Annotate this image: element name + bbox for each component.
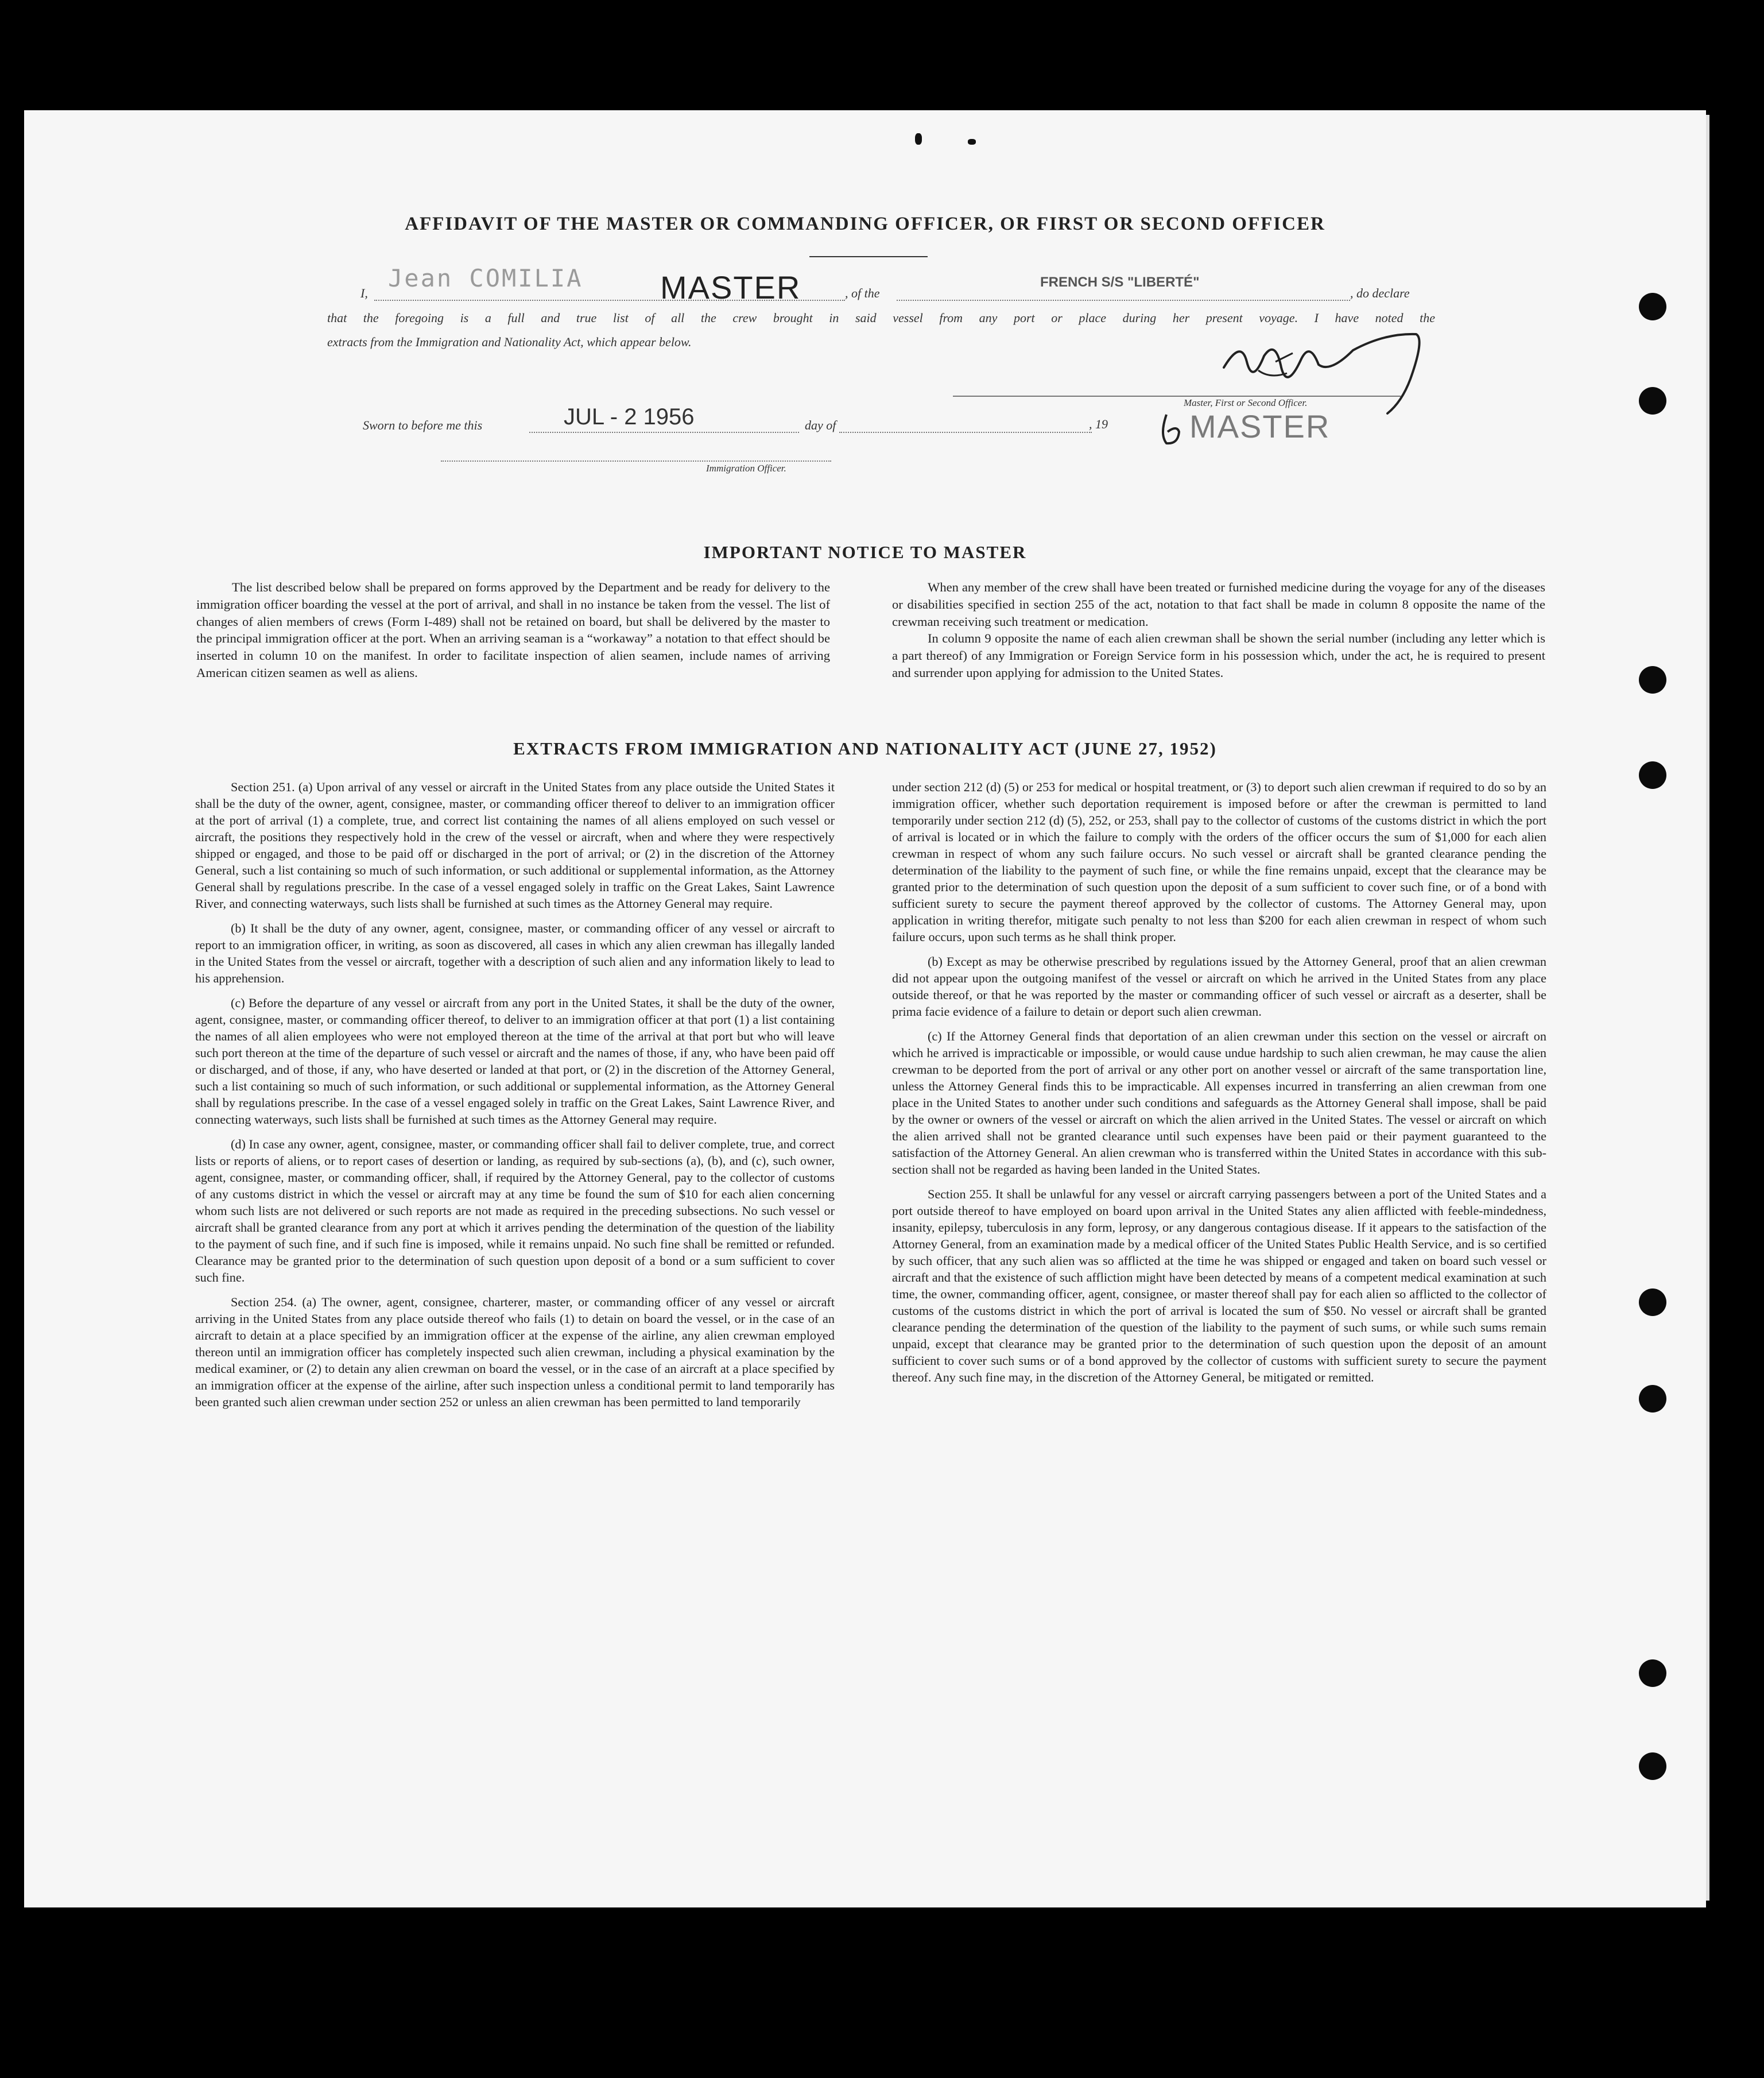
ink-mark: [915, 133, 922, 145]
ink-mark: [968, 139, 976, 145]
section-254b: (b) Except as may be otherwise prescribed by regulations issued by the Attorney General, proof that an alien crewman did not appear upon the outgoing manifest of the vessel or aircraft on which he arrived in the United States from any place outside thereof, or that he was reported by the master or commanding officer of such vessel or aircraft as a deserter, shall be prima facie evidence of a failure to detain or deport such alien crewman.: [892, 954, 1546, 1019]
initial-mark: [1155, 409, 1195, 449]
binder-hole: [1639, 1659, 1666, 1687]
section-251d: (d) In case any owner, agent, consignee, master, or commanding officer shall fail to deliver complete, true, and correct lists or reports of aliens, or to report cases of desertion or landing, as required by sub-sections (a), (b), and (c), such owner, agent, consignee, master, or commanding officer, shall, if required by the Attorney General, pay to the collector of customs of any customs district in which the vessel or aircraft may at any time be found the sum of $10 for each alien concerning whom such lists are not delivered or such reports are not made as required in the preceding subsections. No such vessel or aircraft shall be granted clearance from any port at which it arrives pending the determination of the question of the liability to the payment of such fine, and if such fine is imposed, while it remains unpaid. No such fine shall be remitted or refunded. Clearance may be granted prior to the determination of such question upon deposit of a bond or a sum sufficient to cover such fine.: [195, 1137, 835, 1284]
extracts-left-column: [195, 779, 835, 1418]
ship-name: FRENCH S/S "LIBERTÉ": [1040, 274, 1200, 290]
section-251c: (c) Before the departure of any vessel or aircraft from any port in the United States, it shall be the duty of the owner, agent, consignee, master, or commanding officer thereof, to deliver to an immigration officer at that port (1) a list containing the names of all alien employees who were not employed thereon at the time of the arrival at that port but who will leave such port thereon at the time of the departure of such vessel or aircraft and the names of those, if any, who have been paid off or discharged, and of those, if any, who have deserted or landed at that port, or (2) in the discretion of the Attorney General, such a list containing so much of such information, or such additional or supplemental information, as the Attorney General shall by regulations prescribe. In the case of a vessel engaged solely in traffic on the Great Lakes, Saint Lawrence River, and connecting waterways, such lists shall be furnished at such times as the Attorney General may require.: [195, 996, 835, 1127]
binder-hole: [1639, 1752, 1666, 1780]
title-rule: [809, 256, 928, 257]
officer-stamp: MASTER: [1189, 408, 1331, 444]
binder-hole: [1639, 1385, 1666, 1413]
binder-hole: [1639, 293, 1666, 320]
i-label: I,: [360, 286, 368, 300]
stamped-name: Jean COMILIA: [388, 264, 583, 292]
section-254a-continued: under section 212 (d) (5) or 253 for medical or hospital treatment, or (3) to deport such alien crewman if required to do so by an immigration officer, whether such deportation requirement is imposed before or after the crewman is permitted to land temporarily under section 212 (d) (5), 252, or 253, shall pay to the collector of customs of the customs district in which the port of arrival is located or in which the failure to comply with the orders of the officer occurs the sum of $1,000 for each alien crewman in respect of whom any such failure occurs. No such vessel or aircraft shall be granted clearance pending the determination of the liability to the payment of such fine, or while the fine remains unpaid, except that the clearance may be granted prior to the determination of such question upon the deposit of a sum sufficient to cover such fine, or of a bond with sufficient surety to secure the payment thereof approved by the collector of customs. The Attorney General may, upon application in writing therefor, mitigate such penalty to not less than $200 for each alien crewman in respect of whom such failure occurs, upon such terms as he shall think proper.: [892, 780, 1546, 944]
binder-hole: [1639, 1288, 1666, 1316]
affidavit-line-2: that the foregoing is a full and true list of all the crew brought in said vessel from any port or place during her present voyage. I have noted the: [327, 311, 1435, 325]
notice-left: [196, 579, 830, 690]
do-declare: , do declare: [1350, 286, 1410, 300]
notice-right-text-1: When any member of the crew shall have been treated or furnished medicine during the voyage for any of the diseases or disabilities specified in section 255 of the act, notation to that fact shall be made in column 8 opposite the name of the crewman receiving such treatment or medication.: [892, 580, 1545, 629]
extracts-title: EXTRACTS FROM IMMIGRATION AND NATIONALITY ACT (JUNE 27, 1952): [513, 738, 1217, 759]
section-251b: (b) It shall be the duty of any owner, agent, consignee, master, or commanding officer of any vessel or aircraft to report to an immigration officer, in writing, as soon as discovered, all cases in which any alien crewman has illegally landed in the United States from the vessel or aircraft, together with a description of such alien and any information likely to lead to his apprehension.: [195, 921, 835, 985]
binder-hole: [1639, 387, 1666, 415]
sworn-label: Sworn to before me this: [363, 418, 483, 432]
affidavit-title: AFFIDAVIT OF THE MASTER OR COMMANDING OFFICER, OR FIRST OR SECOND OFFICER: [405, 214, 1325, 234]
binder-hole: [1639, 666, 1666, 694]
notice-right-text-2: In column 9 opposite the name of each alien crewman shall be shown the serial number (including any letter which is a part thereof) of any Immigration or Foreign Service form in his possession which, under the act, he is required to present and surrender upon applying for admission to the United States.: [892, 631, 1545, 680]
year-prefix: , 19: [1089, 417, 1108, 431]
ship-line: [897, 300, 1350, 301]
month-line: [839, 432, 1092, 433]
of-the-label: , of the: [845, 286, 880, 300]
signature-line: [953, 396, 1401, 397]
sworn-date: JUL - 2 1956: [564, 404, 695, 429]
section-254c: (c) If the Attorney General finds that deportation of an alien crewman under this section on the vessel or aircraft on which he arrived is impracticable or impossible, or would cause undue hardship to such alien crewman, he may cause the alien crewman to be deported from the port of arrival or any other port on another vessel or aircraft of the same transportation line, unless the Attorney General finds this to be impracticable. All expenses incurred in transferring an alien crewman from one place in the United States to another under such conditions and safeguards as the Attorney General shall impose, shall be paid by the owner or owners of the vessel or aircraft on which the alien arrived in the United States. The vessel or aircraft on which the alien arrived shall not be granted clearance until such expenses have been paid or their payment guaranteed to the satisfaction of the Attorney General. An alien crewman who is transferred within the United States in accordance with this sub-section shall not be regarded as having been landed in the United States.: [892, 1029, 1546, 1177]
section-255: Section 255. It shall be unlawful for any vessel or aircraft carrying passengers between a port of the United States and a port outside thereof to have employed on board upon arrival in the United States any alien afflicted with feeble-mindedness, insanity, epilepsy, tuberculosis in any form, leprosy, or any dangerous contagious disease. If it appears to the satisfaction of the Attorney General, from an examination made by a medical officer of the United States Public Health Service, and is so certified by such officer, that any such alien was so afflicted at the time he was shipped or engaged and taken on board such vessel or aircraft and that the existence of such affliction might have been detected by means of a competent medical examination at such time, the owner, commanding officer, agent, consignee, or master thereof shall pay for each alien so afflicted to the collector of customs of the customs district in which the port of arrival is located the sum of $50. No vessel or aircraft shall be granted clearance pending the determination of the question of the liability to the payment of such sums, or while such sums remain unpaid, except that clearance may be granted prior to the determination of such question upon the deposit of an amount sufficient to cover such sums or of a bond approved by the collector of customs with sufficient surety to secure the payment thereof. Any such fine may, in the discretion of the Attorney General, be mitigated or remitted.: [892, 1187, 1546, 1384]
sworn-day-line: [529, 432, 799, 433]
affidavit-line-3: extracts from the Immigration and Nationality Act, which appear below.: [327, 335, 692, 349]
stamped-rank: MASTER: [660, 269, 801, 305]
notice-left-text: The list described below shall be prepared on forms approved by the Department and be ready for delivery to the immigration officer boarding the vessel at the port of arrival, and shall in no instance be taken from the vessel. The list of changes of alien members of crews (Form I-489) shall not be retained on board, but shall be delivered by the master to the principal immigration officer at the port. When an arriving seaman is a “workaway” a notation to that effect should be inserted in column 10 on the manifest. In order to facilitate inspection of alien seamen, include names of arriving American citizen seamen as well as aliens.: [196, 580, 830, 680]
section-254a: Section 254. (a) The owner, agent, consignee, charterer, master, or commanding officer of any vessel or aircraft arriving in the United States from any place outside thereof who fails (1) to detain on board the vessel, or in the case of an aircraft to detain at a place specified by an immigration officer at the expense of the airline, any alien crewman employed thereon until an immigration officer has completely inspected such alien crewman, including a physical examination by the medical examiner, or (2) to detain any alien crewman on board the vessel, or in the case of an aircraft at a place specified by an immigration officer at the expense of the airline, after such inspection unless a conditional permit to land temporarily has been granted such alien crewman under section 252 or unless an alien crewman has been permitted to land temporarily: [195, 1295, 835, 1409]
day-of-label: day of: [805, 418, 836, 432]
section-251a: Section 251. (a) Upon arrival of any vessel or aircraft in the United States from any place outside the United States it shall be the duty of the owner, agent, consignee, master, or commanding officer thereof to deliver to an immigration officer at the port of arrival (1) a complete, true, and correct list containing the names of all aliens employed on such vessel or aircraft, the positions they respectively hold in the crew of the vessel or aircraft, when and where they were respectively shipped or engaged, and those to be paid off or discharged in the port of arrival; or (2) in the discretion of the Attorney General, such a list containing so much of such information, or such additional or supplemental information, as the Attorney General shall by regulations prescribe. In the case of a vessel engaged solely in traffic on the Great Lakes, Saint Lawrence River, and connecting waterways, such lists shall be furnished at such times as the Attorney General may require.: [195, 780, 835, 911]
officer-caption: Master, First or Second Officer.: [1184, 397, 1308, 408]
notice-title: IMPORTANT NOTICE TO MASTER: [703, 542, 1027, 562]
document-page: [24, 110, 1706, 1907]
immigration-caption: Immigration Officer.: [706, 463, 786, 474]
extracts-right-column: [892, 779, 1546, 1394]
immigration-line: [441, 461, 831, 462]
notice-right: [892, 579, 1545, 690]
binder-hole: [1639, 761, 1666, 789]
